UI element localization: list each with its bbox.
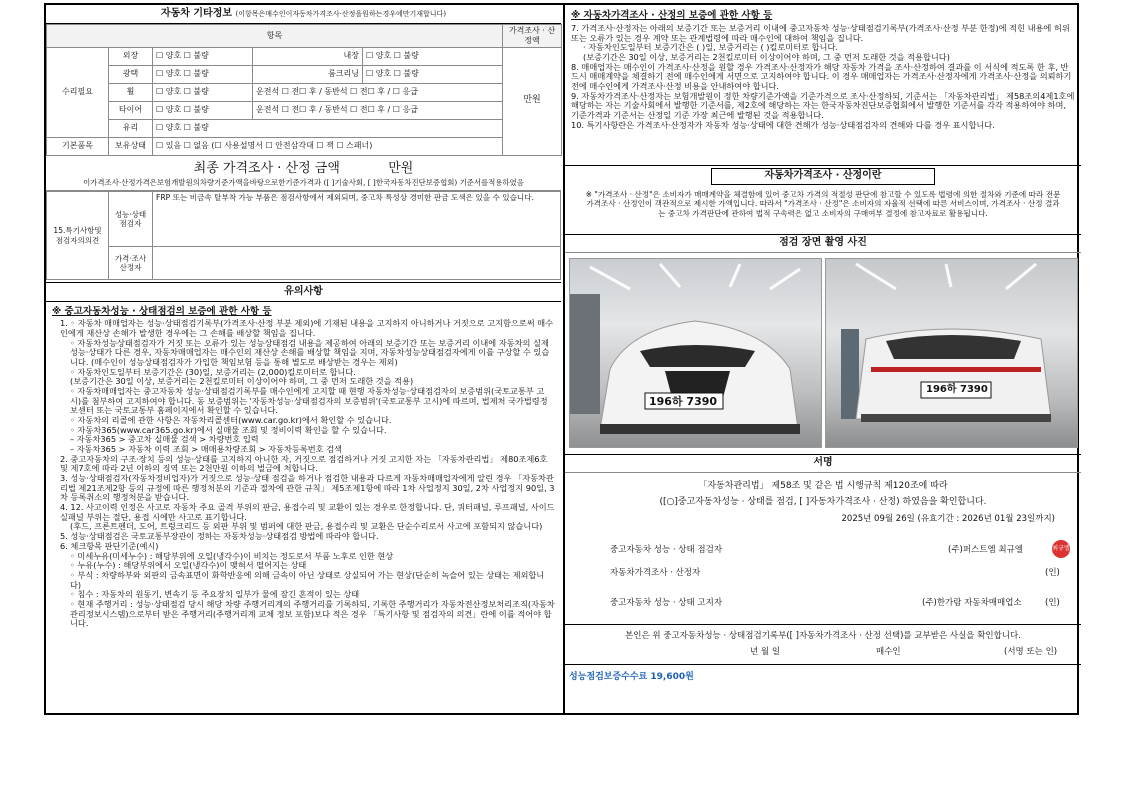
notice-heading: ※ 중고자동차성능 · 상태점검의 보증에 관한 사항 등	[52, 305, 272, 317]
notice-item: ◦ 누유(누수) : 해당부위에서 오일(냉각수)이 맺혀서 떨어지는 상태	[70, 560, 307, 571]
opinion-table	[46, 191, 561, 280]
signature-title: 서명	[565, 455, 1081, 473]
notice-item: ◦ 침수 : 자동차의 원동기, 변속기 등 주요장치 일부가 물에 잠긴 흔적이 있는 상태	[70, 589, 360, 600]
opinion-row2-text[interactable]	[153, 247, 561, 280]
price-unit: 만원	[503, 47, 562, 155]
right-column	[563, 5, 1081, 713]
buyer-sign[interactable]: (서명 또는 인)	[1004, 647, 1058, 657]
basic-sub: 보유상태	[109, 137, 153, 155]
report-frame	[44, 3, 1079, 715]
notice-item: 4. 12. 사고이력 인정은 사고로 자동차 주요 골격 부위의 판금, 용접수리 및 교환이 있는 경우로 한정합니다. 단, 쿼터패널, 루프패널, 사이드실패널 부위는 절단, 용접 시에만 사고로 표기합니다.	[60, 502, 555, 522]
photo-title: 점검 장면 촬영 사진	[565, 235, 1081, 253]
inspector-label: 중고자동차 성능 · 상태 점검자	[610, 545, 723, 555]
notifier-label: 중고자동차 성능 · 상태 고지자	[610, 598, 723, 608]
price-meaning-section	[565, 165, 1081, 219]
sign-line2: ([○]중고자동차성능 · 상태를 점검, [ ]자동차가격조사 · 산정) 하였음을 확인합니다.	[659, 496, 987, 507]
row-opts2[interactable]: ☐ 양호 ☐ 불량	[363, 65, 503, 83]
row-opts[interactable]: ☐ 양호 ☐ 불량	[153, 101, 253, 119]
notice-item: (보증기간은 30일 이상, 보증거리는 2천킬로미터 이상이어야 하며, 그 중 먼저 도래한 것을 적용)	[70, 376, 414, 387]
row-opts[interactable]: ☐ 양호 ☐ 불량	[153, 47, 253, 65]
notice-item: ◦ 자동차매매업자는 중고자동차 성능·상태점검기록부를 매수인에게 고지할 때 현행 자동차성능·상태점검자의 보증범위(국토교통부 고시)를 첨부하여 고지하여야 합니다. 동 보증범위는 '자동차성능·상태점검자의 보증범위'(국토교통부 고시)에 따르며, 법제처 국가법령정보센터 또는 국토교통부 홈페이지에서 확인할 수 있습니다.	[70, 386, 548, 416]
photo-front	[569, 258, 822, 448]
final-note: 이가격조사·산정가격은보험개발원의차량기준가액을바탕으로한기준가격과 ([ ]기술사회, [ ]한국자동차진단보증협회) 기준서를적용하였음	[46, 178, 561, 191]
row-name2: 룸크리닝	[253, 65, 363, 83]
notice-title: 유의사항	[46, 282, 561, 302]
signature-section	[565, 454, 1081, 525]
left-column	[46, 5, 561, 713]
other-info-note: (이항목은매수인이자동차가격조사·산정을원하는경우에만기재합니다)	[235, 10, 447, 18]
photo-section	[565, 234, 1081, 253]
row-name: 휠	[109, 83, 153, 101]
other-info-heading: 자동차 기타정보	[160, 8, 233, 19]
basic-opts[interactable]: ☐ 있음 ☐ 없음 (☐ 사용설명서 ☐ 안전삼각대 ☐ 잭 ☐ 스패너)	[153, 137, 503, 155]
receipt-date: 년 월 일	[750, 647, 781, 657]
warranty-item: 9. 자동차가격조사·산정자는 보험개발원이 정한 차량기준가액을 기준가격으로 조사·산정하되, 기준서는 「자동차관리법」 제58조의4제1호에 해당하는 자는 기술사회에서 발행한 기준서를, 제2호에 해당하는 자는 한국자동차진단보증협회에서 발행한 기준서를 각각 적용하여야 하며, 기준가격과 기준서는 산정일 기준 가장 최근에 발행된 것을 적용합니다.	[571, 90, 1075, 120]
price-meaning-text: ※ "가격조사 · 산정"은 소비자가 매매계약을 체결함에 있어 중고차 가격의 적절성 판단에 참고할 수 있도록 법령에 의한 절차와 기준에 따라 전문 가격조사 · 산정인이 객관적으로 제시한 가액입니다. 따라서 "가격조사 · 산정"은 소비자의 자율적 선택에 따른 서비스이며, 가격조사 · 산정 결과는 중고차 가격판단에 관하여 법적 구속력은 없고 소비자의 구매여부 결정에 참고자료로 활용됩니다.	[585, 189, 1061, 219]
inspector-value: (주)퍼스트엠 최규엘	[948, 545, 1024, 555]
receipt-text: 본인은 위 중고자동차성능 · 상태점검기록부([ ]자동차가격조사 · 산정 선택)를 교부받은 사실을 확인합니다.	[625, 631, 1021, 641]
price-meaning-title: 자동차가격조사 · 산정이란	[711, 168, 935, 185]
buyer-label: 매수인	[876, 647, 901, 657]
appraiser-value: (인)	[1045, 568, 1060, 578]
car-front-icon	[570, 259, 821, 447]
other-info-title	[46, 5, 561, 24]
notice-item: ◦ 부식 : 차량하부와 외판의 금속표면이 화학반응에 의해 금속이 아닌 상태로 상실되어 가는 현상(단순히 녹슬어 있는 상태는 제외합니다)	[70, 569, 545, 590]
repair-label: 수리필요	[47, 47, 109, 137]
row-name2: 내장	[253, 47, 363, 65]
row-opts[interactable]: ☐ 양호 ☐ 불량	[153, 83, 253, 101]
plate-rear: 196하 7390	[926, 384, 988, 395]
row-mid[interactable]: 운전석 ☐ 전☐ 후 / 동반석 ☐ 전☐ 후 / ☐ 응급	[253, 83, 503, 101]
notice-item: 3. 성능·상태점검자(자동차정비업자)가 거짓으로 성능·상태 점검을 하거나 점검한 내용과 다르게 자동차매매업자에게 알린 경우 「자동차관리법 제21조제2항 등의 규정에 따른 행정처분의 기준과 절차에 관한 규칙」 제5조제1항에 따라 1차 사업정지 30일, 2차 사업정지 90일, 3차 등록취소의 행정처분을 받습니다.	[60, 473, 555, 503]
car-rear-icon	[826, 259, 1077, 447]
basic-label: 기본품목	[47, 137, 109, 155]
appraiser-label: 자동차가격조사 · 산정자	[610, 568, 701, 578]
row-opts2[interactable]: ☐ 양호 ☐ 불량	[363, 47, 503, 65]
price-warranty-title: ※ 자동차가격조사 · 산정의 보증에 관한 사항 등	[571, 10, 773, 21]
row-name: 외장	[109, 47, 153, 65]
opinion-row2: 가격·조사 산정자	[109, 247, 153, 280]
inspector-stamp	[1052, 540, 1070, 558]
notice-list	[46, 319, 561, 629]
price-warranty-list	[565, 24, 1081, 130]
sign-line1: 「자동차관리법」 제58조 및 같은 법 시행규칙 제120조에 따라	[698, 480, 948, 491]
notice-item: – 자동차365 > 중고차 실매물 검색 > 차량번호 입력	[70, 434, 259, 445]
row-name: 유리	[109, 119, 153, 137]
final-unit: 만원	[388, 160, 414, 176]
opinion-row1: 성능·상태 점검자	[109, 192, 153, 247]
row-opts[interactable]: ☐ 양호 ☐ 불량	[153, 65, 253, 83]
notice-item: 1. ◦ 자동차 매매업자는 성능·상태점검기록부(가격조사·산정 부분 제외)에 기재된 내용을 고지하지 아니하거나 거짓으로 고지함으로써 매수인에게 재산상 손해가 발생한 경우에는 그 손해를 배상할 책임을 집니다.	[60, 318, 554, 339]
notice-item: ◦ 현재 주행거리 : 성능·상태점검 당시 해당 차량 주행거리계의 주행거리를 기록하되, 기록한 주행거리가 자동차전산정보처리조직(자동차관리정보시스템)으로부터 받은 주행거리(주행거리계 교체 정보 포함)보다 적은 경우 「특기사항 및 점검자의 의견」란에 이를 적어야 합니다.	[70, 598, 555, 629]
warranty-item: 8. 매매업자는 매수인이 가격조사·산정을 원할 경우 가격조사·산정자가 해당 자동차 가격을 조사·산정하여 결과를 이 서식에 적도록 한 후, 반드시 매매계약을 체결하기 전에 매수인에게 서면으로 고지하여야 합니다. 이 경우 매매업자는 가격조사·산정자에게 가격조사·산정을 의뢰하기 전에 매수인에게 가격조사·산정 비용을 안내하여야 합니다.	[571, 61, 1072, 91]
warranty-item: 7. 가격조사·산정자는 아래의 보증기간 또는 보증거리 이내에 중고자동차 성능·상태점검기록부(가격조사·산정 부분 한정)에 적힌 내용에 허위 또는 오류가 있는 경우 계약 또는 관계법령에 따라 매수인에 대하여 책임을 집니다.	[571, 22, 1070, 43]
notice-item: ◦ 자동차365(www.car365.go.kr)에서 실매물 조회 및 정비이력 확인을 할 수 있습니다.	[70, 424, 387, 435]
opinion-label: 15.특기사항및 점검자의의견	[47, 192, 109, 280]
notifier-value: (주)한가람 자동차매매업소	[922, 598, 1022, 608]
notice-item: ◦ 자동차인도일부터 보증기간은 (30)일, 보증거리는 (2,000)킬로미터로 합니다.	[70, 366, 356, 377]
notice-item: ◦ 자동차성능상태점검자가 거짓 또는 오류가 있는 성능상태점검 내용을 제공하여 아래의 보증기간 또는 보증거리 이내에 자동차의 실제 성능·상태가 다른 경우, 자동차매매업자는 매수인의 재산상 손해를 배상할 책임을 지며, 자동차성능상태점검자에게 이를 구상할 수 있습니다. (매수인이 성능상태점검자가 가입한 책임보험 등을 통해 별도로 배상받는 경우는 제외)	[70, 337, 550, 368]
receipt-box	[565, 624, 1081, 665]
row-name: 타이어	[109, 101, 153, 119]
photo-rear	[825, 258, 1078, 448]
final-price-line	[46, 156, 561, 178]
plate-front: 196하 7390	[649, 395, 718, 408]
seal-stamp-icon: 최규엘	[1052, 540, 1070, 558]
notice-item: 5. 성능·상태점검은 국토교통부장관이 정하는 자동차성능·상태점검 방법에 따라야 합니다.	[60, 531, 379, 542]
col-price: 가격조사 · 산정액	[503, 24, 562, 47]
notice-item: (후드, 프론트펜더, 도어, 트렁크리드 등 외판 부위 및 범퍼에 대한 판금, 용접수리 및 교환은 단순수리로서 사고에 포함되지 않습니다)	[70, 521, 543, 532]
notice-item: ◦ 자동차의 리콜에 관한 사항은 자동차리콜센터(www.car.go.kr)에서 확인할 수 있습니다.	[70, 415, 392, 426]
warranty-item: (보증기간은 30일 이상, 보증거리는 2천킬로미터 이상이어야 하며, 그 중 먼저 도래한 것을 적용합니다)	[583, 51, 950, 62]
warranty-item: 10. 특기사항란은 가격조사·산정자가 자동차 성능·상태에 대한 견해가 성능·상태점검자의 견해와 다를 경우 표시합니다.	[571, 119, 995, 130]
other-info-table	[46, 24, 562, 156]
row-name: 광택	[109, 65, 153, 83]
notice-item: – 자동차365 > 자동차 이력 조회 > 매매용차량조회 > 자동차등록번호 검색	[70, 444, 342, 455]
notifier-seal: (인)	[1045, 598, 1060, 608]
sign-date: 2025년 09월 26일 (유효기간 : 2026년 01월 23일까지)	[841, 514, 1055, 524]
row-mid[interactable]: 운전석 ☐ 전☐ 후 / 동반석 ☐ 전☐ 후 / ☐ 응급	[253, 101, 503, 119]
final-title: 최종 가격조사 · 산정 금액	[193, 160, 340, 176]
notice-item: 2. 중고자동차의 구조·장치 등의 성능·상태를 고지하지 아니한 자, 거짓으로 점검하거나 거짓 고지한 자는 「자동차관리법」 제80조제6호 및 제7호에 따라 2년 이하의 징역 또는 2천만원 이하의 벌금에 처합니다.	[60, 453, 548, 474]
notice-item: 6. 체크항목 판단기준(예시)	[60, 540, 159, 551]
fee-section	[565, 664, 1081, 690]
fee-text: 성능점검보증수수료 19,600원	[569, 672, 694, 682]
opinion-row1-text[interactable]: FRP 또는 비금속 탈부착 가능 부품은 점검사항에서 제외되며, 중고차 특성상 경미한 판금 도색은 있을 수 있습니다.	[153, 192, 561, 247]
row-opts[interactable]: ☐ 양호 ☐ 불량	[153, 119, 503, 137]
col-item: 항목	[47, 24, 503, 47]
warranty-item: · 자동차인도일부터 보증기간은 ( )일, 보증거리는 ( )킬로미터로 합니다.	[583, 42, 838, 53]
notice-item: ◦ 미세누유(미세누수) : 해당부위에 오일(냉각수)이 비치는 정도로서 부품 노후로 인한 현상	[70, 550, 394, 561]
